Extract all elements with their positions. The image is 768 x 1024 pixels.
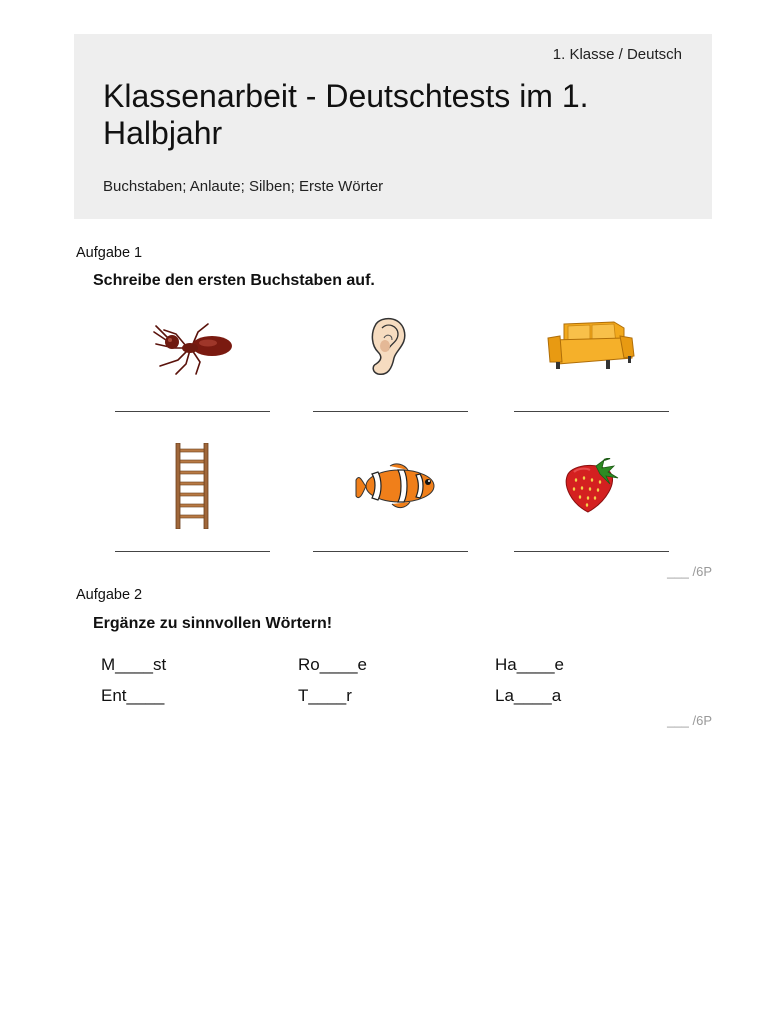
clownfish-icon [352,462,438,510]
word-blank[interactable]: M____st [101,655,167,674]
answer-line-4[interactable] [115,551,270,552]
page-title: Klassenarbeit - Deutschtests im 1. Halbjahr [103,78,589,151]
answer-line-2[interactable] [313,411,468,412]
word-blank[interactable]: T____r [298,686,352,705]
task2-instruction: Ergänze zu sinnvollen Wörtern! [93,615,333,632]
word-blank[interactable]: Ent____ [101,686,165,705]
grade-label: 1. Klasse / Deutsch [552,46,682,63]
answer-line-1[interactable] [115,411,270,412]
task2-score: ___ /6P [667,713,712,728]
sofa-icon [544,318,636,374]
answer-line-6[interactable] [514,551,669,552]
header-box [74,34,712,219]
strawberry-icon [560,458,620,514]
word-blank[interactable]: Ro____e [298,655,368,674]
task2-label: Aufgabe 2 [76,587,143,603]
ear-icon [366,316,408,378]
ant-icon [146,318,236,376]
answer-line-3[interactable] [514,411,669,412]
word-blank[interactable]: La____a [495,686,562,705]
task1-score: ___ /6P [667,564,712,579]
answer-line-5[interactable] [313,551,468,552]
page-subtitle: Buchstaben; Anlaute; Silben; Erste Wörter [103,178,384,195]
task1-instruction: Schreibe den ersten Buchstaben auf. [93,272,375,289]
task1-label: Aufgabe 1 [76,245,143,261]
ladder-icon [172,443,212,529]
word-blank[interactable]: Ha____e [495,655,565,674]
